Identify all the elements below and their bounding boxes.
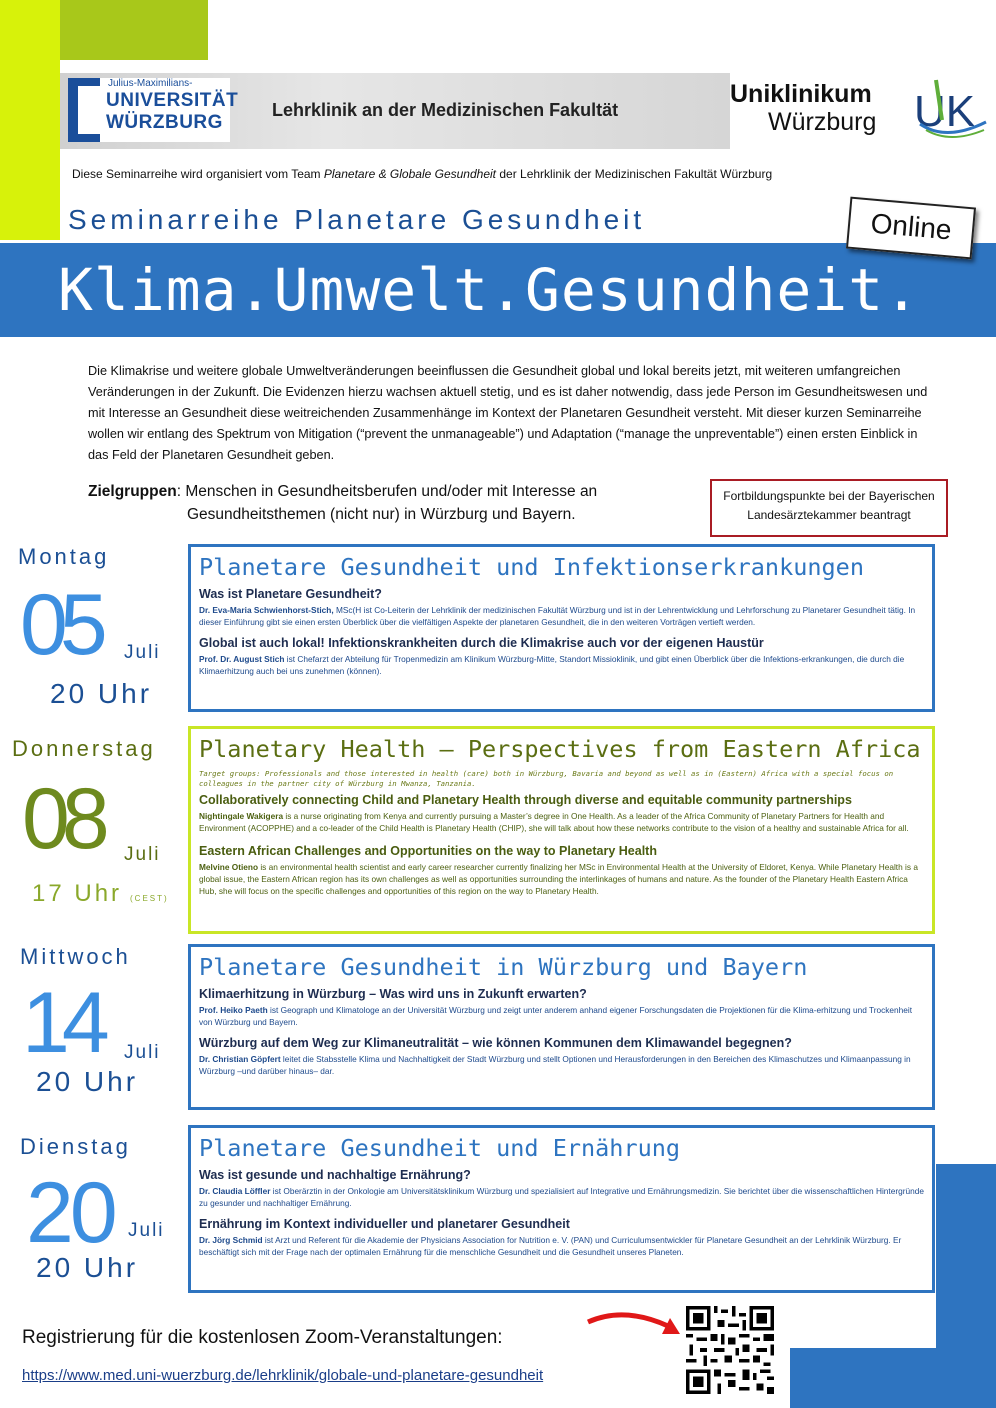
arrow-icon (584, 1304, 684, 1344)
talk-speaker: Prof. Dr. August Stich (199, 654, 285, 664)
event-title: Planetare Gesundheit und Ernährung (199, 1134, 681, 1162)
talk-description (199, 1053, 924, 1077)
registration-link[interactable]: https://www.med.uni-wuerzburg.de/lehrklinik/globale-und-planetare-gesundheit (22, 1367, 544, 1384)
talk-heading: Was ist Planetare Gesundheit? (199, 587, 382, 601)
event-day: 14 (22, 975, 102, 1071)
target-groups (88, 480, 688, 526)
event-box-4 (188, 1125, 935, 1293)
event-month: Juli (128, 1220, 165, 1241)
event-weekday: Donnerstag (12, 736, 156, 761)
decor-green-top (60, 0, 208, 60)
university-logo (68, 78, 239, 142)
event-date-3 (0, 940, 186, 1110)
talk-heading: Collaboratively connecting Child and Planetary Health through diverse and equitable community partnerships (199, 793, 852, 807)
talk-speaker: Dr. Claudia Löffler (199, 1186, 271, 1196)
event-title: Planetare Gesundheit in Würzburg und Bayern (199, 953, 808, 981)
talk-heading: Würzburg auf dem Weg zur Klimaneutralität – wie können Kommunen dem Klimawandel begegnen? (199, 1036, 792, 1050)
talk-description (199, 653, 924, 677)
organizer-prefix: Diese Seminarreihe wird organisiert vom Team (72, 167, 324, 181)
intro-text: Die Klimakrise und weitere globale Umweltveränderungen beeinflussen die Gesundheit global und lokal bereits jetzt, mit weiteren umfangreichen Veränderungen in der Zukunft. Die Evidenzen hierzu wachsen aktuell stetig, und es ist daher notwendig, dass jede Person im Gesundheitswesen und mit Interesse an Gesundheit diese weitreichenden Zusammenhänge im Kontext der Planetaren Gesundheit versteht. Mit dieser kurzen Seminarreihe wollen wir entlang des Spektrum von Mitigation (“prevent the unmanageable”) und Adaptation (“manage the unpreventable”) einen ersten Einblick in das Feld der Planetaren Gesundheit geben. (88, 364, 928, 462)
talk-heading: Was ist gesunde und nachhaltige Ernährung? (199, 1168, 471, 1182)
uniklinikum-line2: Würzburg (768, 108, 877, 136)
talk-text: leitet die Stabsstelle Klima und Nachhaltigkeit der Stadt Würzburg und stellt Optionen und Herausforderungen in den Bereichen des Klimaschutzes und Klimaanpassung in Würzburg –und darüber hinaus– dar. (199, 1054, 911, 1076)
talk-speaker: Dr. Eva-Maria Schwienhorst-Stich, (199, 605, 334, 615)
organizer-line (72, 167, 772, 181)
event-time: 20 Uhr (36, 1252, 139, 1283)
event-month: Juli (124, 1042, 161, 1063)
organizer-team: Planetare & Globale Gesundheit (323, 167, 497, 181)
talk-description (199, 810, 924, 834)
event-day: 20 (26, 1165, 114, 1261)
talk-speaker: Melvine Otieno (199, 862, 259, 872)
university-line2: WÜRZBURG (106, 112, 223, 133)
decor-blue-bottom (790, 1348, 940, 1408)
talk-text: is an environmental health scientist and early career researcher currently finalizing her MSc in Environmental Health at the University of Eldoret, Kenya. While Planetary Health is a global issue, the Eastern African region has its own challenges as well as opportunities surrounding the interlinkages of humans and nature. As the founder of the Planetary Health Eastern Africa Hub, she will focus on the specific challenges and opportunities of this region on the way to Planetary Health. (199, 862, 918, 896)
cme-notice: Fortbildungspunkte bei der Bayerischen Landesärztekammer beantragt (710, 479, 948, 537)
talk-text: MSc(H ist Co-Leiterin der Lehrklinik der medizinischen Fakultät Würzburg und ist in der Lehrentwicklung und Lehrforschung zu Planetarer Gesundheit tätig. In dieser Einführung gibt sie einen ersten Überblick über die vielfältigen Aspekte der planetaren Gesundheit, die in den weiteren Vorträgen vertieft werden. (199, 605, 916, 627)
decor-green-left (0, 0, 60, 240)
event-day: 05 (20, 577, 100, 673)
main-title: Klima.Umwelt.Gesundheit. (58, 256, 921, 324)
uniklinikum-logo-text (730, 80, 876, 136)
event-month: Juli (124, 642, 161, 663)
talk-description (199, 1185, 924, 1209)
online-badge: Online (846, 197, 976, 260)
event-box-3 (188, 944, 935, 1110)
talk-description (199, 1234, 924, 1258)
seminar-title: Seminarreihe Planetare Gesundheit (68, 204, 646, 235)
university-small: Julius-Maximilians- (108, 78, 193, 89)
talk-text: is a nurse originating from Kenya and currently pursuing a Master’s degree in One Health. As a leader of the Africa Community of Planetary Partners for Health and Environment (ACOPPHE) and a co-leader of the Child Health is Planetary Health (CHIP), she will talk about how these networks contribute to the vision of a healthy and sustainable Africa for all. (199, 811, 909, 833)
talk-text: ist Chefarzt der Abteilung für Tropenmedizin am Klinikum Würzburg-Mitte, Standort Missioklinik, und gibt einen Überblick über die Infektions-erkrankungen, die durch die Klimaerhitzung auch bei uns zunehmen (können). (199, 654, 905, 676)
talk-heading: Klimaerhitzung in Würzburg – Was wird uns in Zukunft erwarten? (199, 987, 587, 1001)
decor-blue-right (936, 1164, 996, 1408)
event-date-1 (0, 540, 186, 720)
uniklinikum-line1: Uniklinikum (730, 80, 872, 108)
event-weekday: Montag (18, 544, 110, 569)
talk-speaker: Nightingale Wakigera (199, 811, 284, 821)
event-time: 20 Uhr (50, 678, 153, 709)
talk-description (199, 1004, 924, 1028)
talk-speaker: Dr. Jörg Schmid (199, 1235, 263, 1245)
university-line1: UNIVERSITÄT (106, 90, 239, 111)
event-time: 17 Uhr (32, 880, 123, 907)
event-box-2 (188, 726, 935, 934)
event-title: Planetary Health – Perspectives from Eastern Africa (199, 735, 921, 763)
talk-speaker: Prof. Heiko Paeth (199, 1005, 268, 1015)
event-date-2 (0, 732, 186, 922)
event-timezone: (CEST) (130, 894, 169, 903)
uk-logo-icon (906, 72, 994, 144)
event-target-groups: Target groups: Professionals and those interested in health (care) both in Würzburg, Bavaria and beyond as well as in (Eastern) Africa with a special focus on colleagues in the partner city of Würzburg in Mwanza, Tanzania. (199, 769, 894, 788)
talk-text: ist Oberärztin in der Onkologie am Universitätsklinikum Würzburg und spezialisiert auf Integrative und Ernährungsmedizin. Sie berichtet über die wissenschaftlichen Hintergründe zu gesunder und nachhaltiger Ernährung. (199, 1186, 924, 1208)
talk-text: ist Geograph und Klimatologe an der Universität Würzburg und zeigt unter anderem anhand eigener Forschungsdaten die Projektionen für die Klima-erhitzung und Trockenheit von Würzburg und Bayern. (199, 1005, 913, 1027)
event-month: Juli (124, 844, 161, 865)
target-groups-line1: : Menschen in Gesundheitsberufen und/oder mit Interesse an (176, 483, 598, 500)
uk-logo-text: UK (914, 87, 976, 136)
event-title: Planetare Gesundheit und Infektionserkrankungen (199, 553, 864, 581)
qr-code-icon[interactable] (686, 1306, 774, 1394)
talk-description (199, 604, 924, 628)
target-groups-line2: Gesundheitsthemen (nicht nur) in Würzburg und Bayern. (187, 506, 576, 523)
talk-heading: Eastern African Challenges and Opportunities on the way to Planetary Health (199, 844, 657, 858)
event-date-4 (0, 1130, 186, 1300)
event-day: 08 (22, 771, 102, 867)
registration-text: Registrierung für die kostenlosen Zoom-Veranstaltungen: (22, 1327, 503, 1348)
target-groups-label: Zielgruppen (88, 483, 177, 500)
organizer-suffix: der Lehrklinik der Medizinischen Fakultät Würzburg (496, 167, 773, 181)
event-box-1 (188, 544, 935, 712)
talk-speaker: Dr. Christian Göpfert (199, 1054, 281, 1064)
event-weekday: Dienstag (20, 1134, 131, 1159)
talk-text: ist Arzt und Referent für die Akademie der Physicians Association for Nutrition e. V. (PAN) und Curriculumsentwickler für Planetare Gesundheit an der Lehrklinik Würzburg. Er beschäftigt sich mit der Frage nach der optimalen Ernährung für die menschliche Gesundheit und die Gesundheit unseres Planeten. (199, 1235, 902, 1257)
event-weekday: Mittwoch (20, 944, 131, 969)
event-time: 20 Uhr (36, 1066, 139, 1097)
talk-description (199, 861, 924, 897)
lehrklinik-title: Lehrklinik an der Medizinischen Fakultät (272, 100, 619, 120)
talk-heading: Ernährung im Kontext individueller und planetarer Gesundheit (199, 1217, 570, 1231)
talk-heading: Global ist auch lokal! Infektionskrankheiten durch die Klimakrise auch vor der eigenen Haustür (199, 636, 764, 650)
